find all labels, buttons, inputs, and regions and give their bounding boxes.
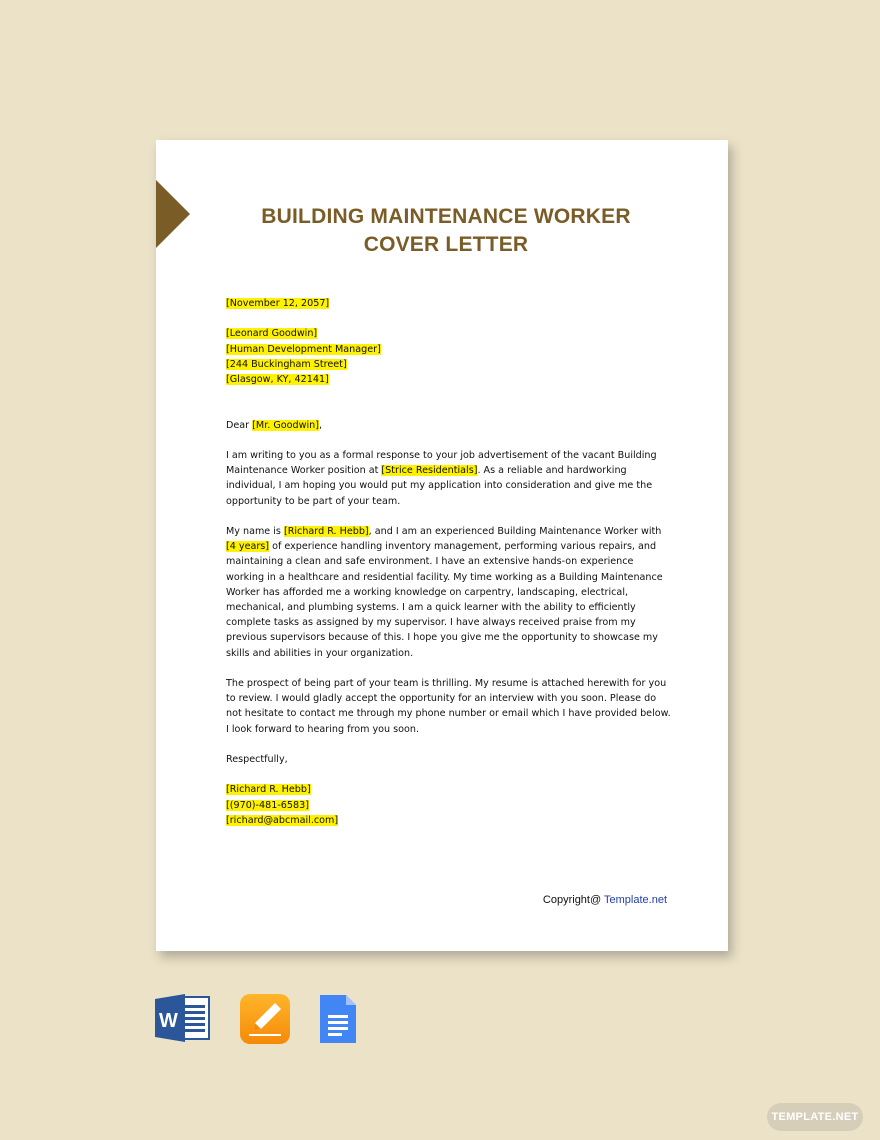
recipient-street-line	[226, 357, 671, 372]
signature-email-line	[226, 813, 671, 828]
signature-phone-line	[226, 798, 671, 813]
salutation-name: [Mr. Goodwin]	[252, 419, 319, 431]
paragraph-2-text-c: of experience handling inventory management, performing various repairs, and maintaining a clean and safe environment. I have an extensive hands-on experience working in a healthcare and residential facility. My time working as a Building Maintenance Worker has afforded me a working knowledge on carpentry, landscaping, electrical, mechanical, and plumbing systems. I am a quick learner with the ability to efficiently complete tasks as assigned by my supervisor. I have always received praise from my previous supervisors because of this. I hope you give me the opportunity to showcase my skills and abilities in your organization.	[226, 541, 663, 659]
copyright-prefix: Copyright@	[542, 894, 605, 906]
paragraph-3: The prospect of being part of your team is thrilling. My resume is attached herewith for you to review. I would gladly accept the opportunity for an interview with you soon. Please do not hesitate to contact me through my phone number or email which I have provided below. I look forward to hearing from you soon.	[226, 677, 671, 735]
salutation-prefix: Dear	[226, 419, 253, 431]
signature-phone: [(970)-481-6583]	[226, 799, 309, 811]
signature-email: [richard@abcmail.com]	[226, 814, 339, 826]
signature-name-line	[226, 782, 671, 797]
pages-icon[interactable]	[239, 993, 291, 1050]
recipient-city-line	[226, 372, 671, 387]
salutation	[226, 418, 671, 433]
recipient-name-line	[226, 326, 671, 341]
paragraph-2	[226, 524, 671, 661]
salutation-suffix: ,	[318, 419, 323, 431]
recipient-street: [244 Buckingham Street]	[226, 358, 347, 370]
paragraph-2-text-a: My name is	[226, 525, 284, 537]
brand-badge[interactable]: TEMPLATE.NET	[767, 1103, 863, 1131]
date-line	[226, 296, 671, 311]
applicant-name-inline: [Richard R. Hebb]	[283, 525, 369, 537]
paragraph-2-text-b: , and I am an experienced Building Maintenance Worker with	[368, 525, 662, 537]
svg-text:W: W	[159, 1010, 178, 1032]
document-title	[156, 203, 736, 259]
company-name: [Strice Residentials]	[381, 465, 478, 477]
letter-body	[226, 296, 671, 828]
paragraph-1	[226, 448, 671, 509]
recipient-city: [Glasgow, KY, 42141]	[226, 374, 329, 385]
copyright	[543, 894, 667, 906]
closing: Respectfully,	[226, 753, 288, 765]
title-line-1: BUILDING MAINTENANCE WORKER	[261, 205, 631, 228]
recipient-name: [Leonard Goodwin]	[226, 328, 318, 340]
paragraph-1-text-b: . As a reliable and hardworking individual, I am hoping you would put my application into consideration and give me the opportunity to be part of your team.	[226, 465, 653, 507]
signature-name: [Richard R. Hebb]	[226, 784, 311, 796]
google-docs-icon[interactable]	[318, 993, 358, 1050]
title-line-2: COVER LETTER	[363, 233, 529, 256]
paragraph-1-text-a: I am writing to you as a formal response to your job advertisement of the vacant Building Maintenance Worker position at	[226, 449, 657, 477]
recipient-title: [Human Development Manager]	[226, 343, 381, 355]
copyright-link[interactable]: Template.net	[604, 894, 667, 906]
recipient-title-line	[226, 342, 671, 357]
word-icon[interactable]	[155, 993, 211, 1048]
years-experience: [4 years]	[226, 541, 270, 553]
date: [November 12, 2057]	[226, 298, 330, 309]
